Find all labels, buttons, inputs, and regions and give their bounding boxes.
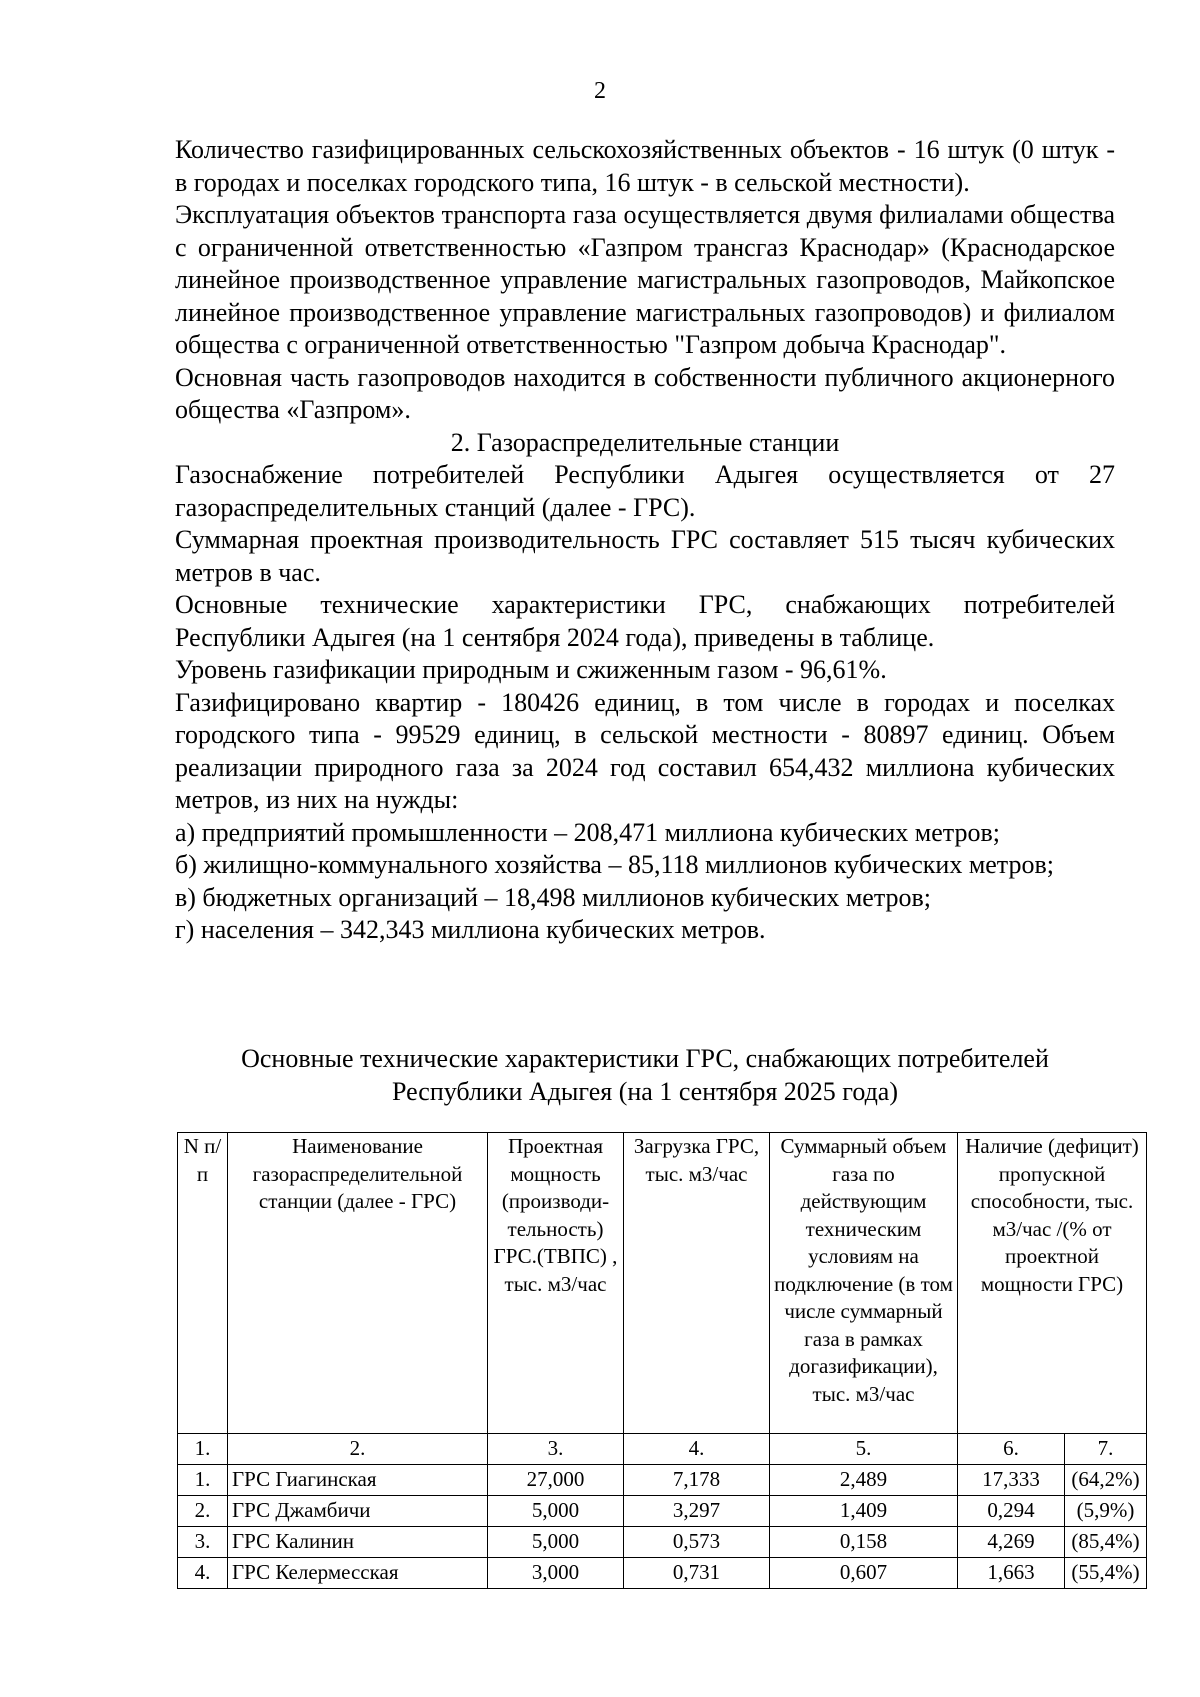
cell-load: 0,573 xyxy=(624,1527,770,1558)
table-title xyxy=(175,1042,1115,1108)
paragraph: Основные технические характеристики ГРС, снабжающих потребителей Республики Адыгея (на 1 сентября 2024 года), приведены в таблице. xyxy=(175,590,1115,652)
table-title-line: Республики Адыгея (на 1 сентября 2025 года) xyxy=(391,1077,898,1106)
paragraph: Суммарная проектная производительность ГРС составляет 515 тысяч кубических метров в час. xyxy=(175,525,1115,587)
table-row xyxy=(178,1558,1147,1589)
list-item: б) жилищно-коммунального хозяйства – 85,118 миллионов кубических метров; xyxy=(175,850,1054,879)
cell-volume: 1,409 xyxy=(770,1496,958,1527)
cell-number: 1. xyxy=(178,1465,228,1496)
list-item: а) предприятий промышленности – 208,471 миллиона кубических метров; xyxy=(175,817,1000,847)
paragraph: Эксплуатация объектов транспорта газа осуществляется двумя филиалами общества с ограниченной ответственностью «Газпром трансгаз Краснодар» (Краснодарское линейное производственное управление магистральных газопроводов, Майкопское линейное производственное управление магистральных газопроводов) и филиалом общества с ограниченной ответственностью "Газпром добыча Краснодар". xyxy=(175,200,1115,359)
paragraph: Газоснабжение потребителей Республики Адыгея осуществляется от 27 газораспределительных станций (далее - ГРС). xyxy=(175,460,1115,522)
cell-reserve: 17,333 xyxy=(958,1465,1065,1496)
cell-percent: (85,4%) xyxy=(1065,1527,1147,1558)
paragraph: Газифицировано квартир - 180426 единиц, в том числе в городах и поселках городского типа - 99529 единиц, в сельской местности - 80897 единиц. Объем реализации природного газа за 2024 год составил 654,432 миллиона кубических метров, из них на нужды: xyxy=(175,687,1115,814)
header-cell-reserve: Наличие (дефицит) пропускной способности, тыс. м3/час /(% от проектной мощности ГРС) xyxy=(958,1133,1147,1434)
column-number-row xyxy=(178,1434,1147,1465)
cell-name: ГРС Келермесская xyxy=(228,1558,488,1589)
body-text xyxy=(175,134,1115,947)
cell-name: ГРС Джамбичи xyxy=(228,1496,488,1527)
cell-number: 2. xyxy=(178,1496,228,1527)
section-heading: 2. Газораспределительные станции xyxy=(450,427,840,457)
header-cell-volume: Суммарный объем газа по действующим техническим условиям на подключение (в том числе суммарный газа в рамках догазификации), тыс. м3/час xyxy=(770,1133,958,1434)
table-title-line: Основные технические характеристики ГРС, снабжающих потребителей xyxy=(241,1044,1049,1073)
cell-reserve: 0,294 xyxy=(958,1496,1065,1527)
column-number: 4. xyxy=(624,1434,770,1465)
cell-capacity: 27,000 xyxy=(488,1465,624,1496)
cell-number: 3. xyxy=(178,1527,228,1558)
cell-load: 7,178 xyxy=(624,1465,770,1496)
cell-load: 0,731 xyxy=(624,1558,770,1589)
cell-percent: (64,2%) xyxy=(1065,1465,1147,1496)
column-number: 1. xyxy=(178,1434,228,1465)
cell-reserve: 1,663 xyxy=(958,1558,1065,1589)
header-cell-name: Наименование газораспределительной станции (далее - ГРС) xyxy=(228,1133,488,1434)
table-row xyxy=(178,1527,1147,1558)
header-cell-load: Загрузка ГРС, тыс. м3/час xyxy=(624,1133,770,1434)
paragraph: Уровень газификации природным и сжиженным газом - 96,61%. xyxy=(175,655,887,684)
paragraph: Основная часть газопроводов находится в собственности публичного акционерного общества «Газпром». xyxy=(175,362,1115,424)
cell-volume: 0,607 xyxy=(770,1558,958,1589)
cell-volume: 2,489 xyxy=(770,1465,958,1496)
column-number: 2. xyxy=(228,1434,488,1465)
list-item: в) бюджетных организаций – 18,498 миллионов кубических метров; xyxy=(175,882,931,912)
cell-capacity: 5,000 xyxy=(488,1527,624,1558)
cell-name: ГРС Гиагинская xyxy=(228,1465,488,1496)
cell-capacity: 5,000 xyxy=(488,1496,624,1527)
cell-percent: (5,9%) xyxy=(1065,1496,1147,1527)
page-number: 2 xyxy=(594,78,606,104)
paragraph: Количество газифицированных сельскохозяйственных объектов - 16 штук (0 штук - в городах и поселках городского типа, 16 штук - в сельской местности). xyxy=(175,135,1115,197)
cell-percent: (55,4%) xyxy=(1065,1558,1147,1589)
table-row xyxy=(178,1465,1147,1496)
column-number: 5. xyxy=(770,1434,958,1465)
cell-number: 4. xyxy=(178,1558,228,1589)
cell-name: ГРС Калинин xyxy=(228,1527,488,1558)
list-item: г) населения – 342,343 миллиона кубических метров. xyxy=(175,915,766,944)
column-number: 6. xyxy=(958,1434,1065,1465)
grs-table xyxy=(177,1132,1147,1589)
cell-capacity: 3,000 xyxy=(488,1558,624,1589)
cell-reserve: 4,269 xyxy=(958,1527,1065,1558)
table-row xyxy=(178,1496,1147,1527)
column-number: 3. xyxy=(488,1434,624,1465)
header-cell-capacity: Проектная мощность (производи-тельность) ГРС.(ТВПС) , тыс. м3/час xyxy=(488,1133,624,1434)
table-header-row xyxy=(178,1133,1147,1434)
header-cell-number: N п/п xyxy=(178,1133,228,1434)
cell-load: 3,297 xyxy=(624,1496,770,1527)
column-number: 7. xyxy=(1065,1434,1147,1465)
cell-volume: 0,158 xyxy=(770,1527,958,1558)
